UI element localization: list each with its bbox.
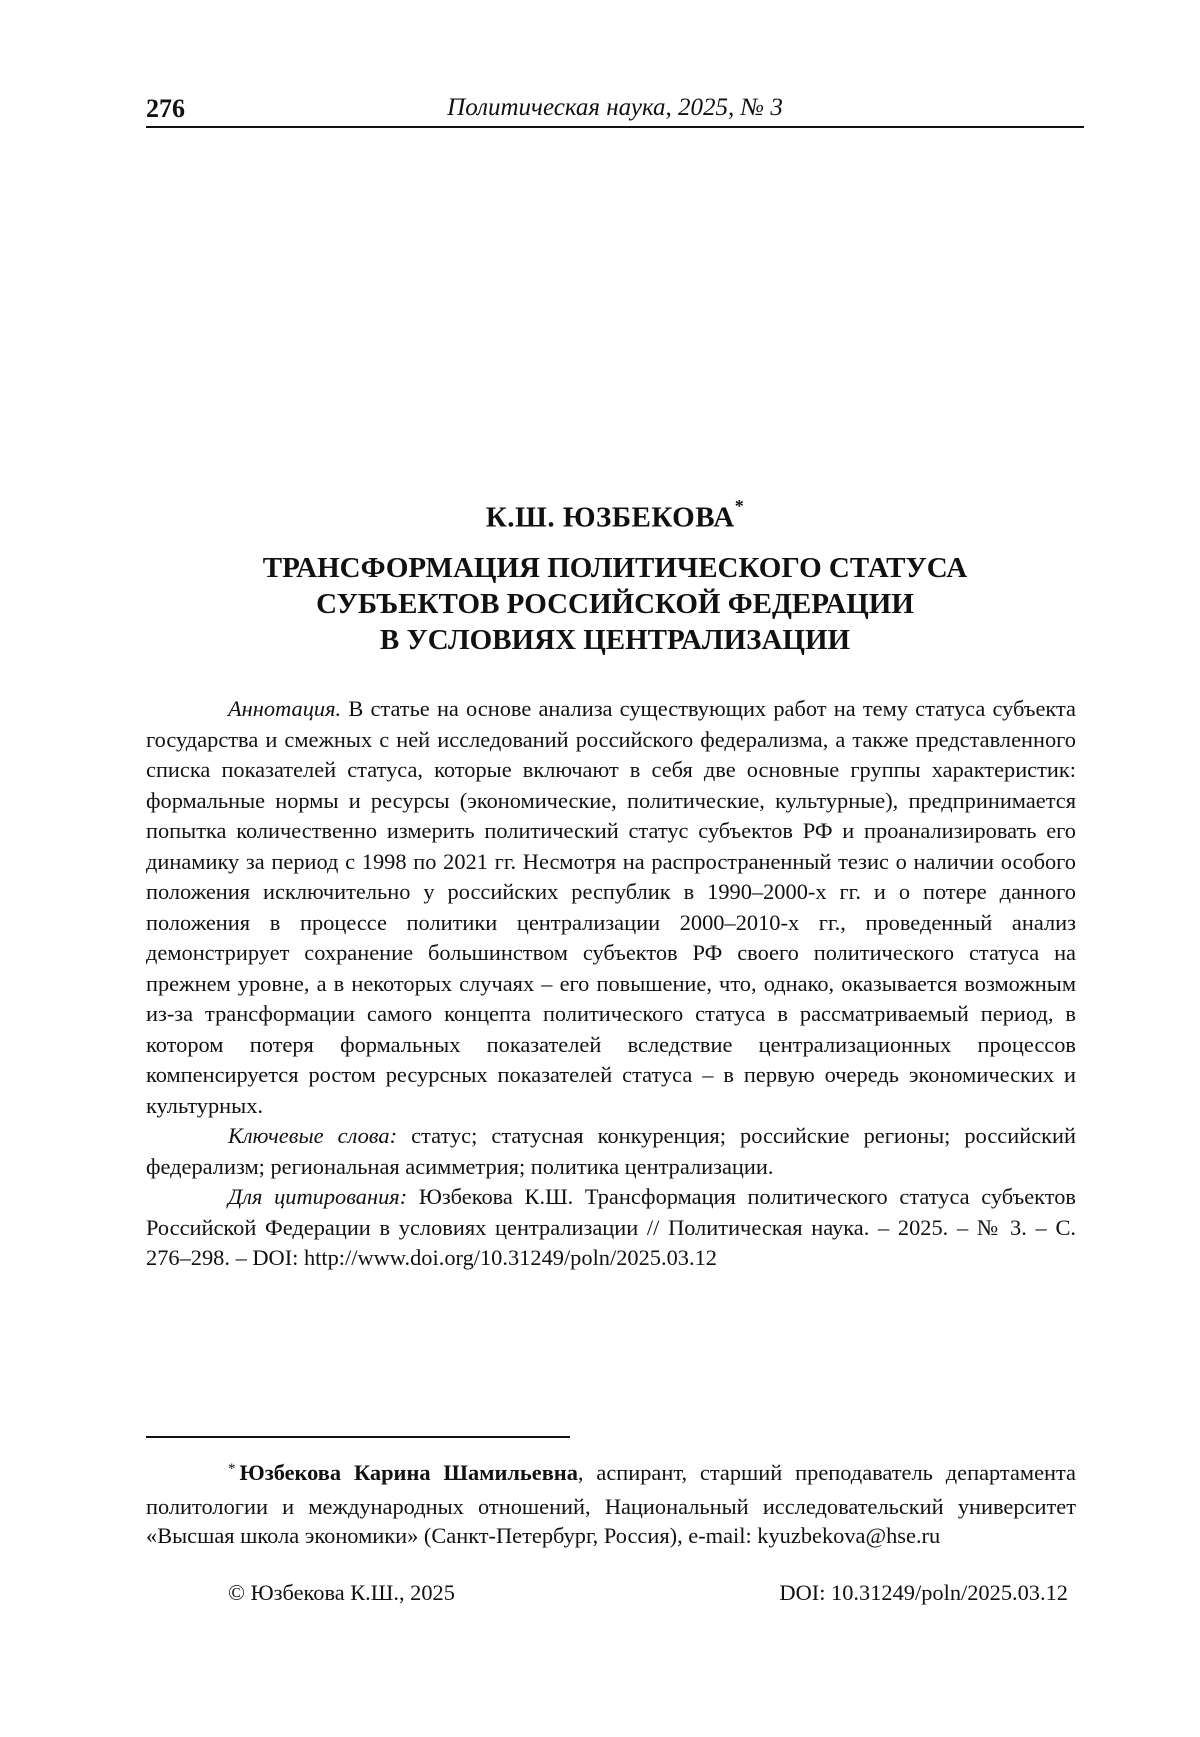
footnote-author-name: Юзбекова Карина Шамильевна bbox=[239, 1460, 578, 1485]
footnote-paragraph bbox=[146, 1458, 1076, 1551]
doi-text: DOI: 10.31249/poln/2025.03.12 bbox=[779, 1580, 1068, 1605]
author-name bbox=[146, 496, 1084, 535]
abstract-block bbox=[146, 694, 1076, 1274]
title-line: СУБЪЕКТОВ РОССИЙСКОЙ ФЕДЕРАЦИИ bbox=[316, 588, 914, 620]
title-line: ТРАНСФОРМАЦИЯ ПОЛИТИЧЕСКОГО СТАТУСА bbox=[262, 552, 968, 584]
footnote-text: , аспирант, старший преподаватель департамента политологии и международных отношений, Национальный исследовательский университет «Высшая школа экономики» (Санкт-Петербург, Россия), e-mail: kyuzbekova@hse.ru bbox=[146, 1460, 1076, 1548]
article-title bbox=[146, 550, 1084, 658]
citation-text: Юзбекова К.Ш. Трансформация политического статуса субъектов Российской Федерации в условиях централизации // Политическая наука. – 2025. – № 3. – С. 276–298. – DOI: http://www.doi.org/10.31249/poln/2025.03.12 bbox=[146, 1184, 1076, 1270]
footnote-mark: * bbox=[228, 1461, 236, 1477]
author-footnote-mark: * bbox=[734, 496, 745, 516]
keywords-text: статус; статусная конкуренция; российские регионы; российский федерализм; региональная асимметрия; политика централизации. bbox=[146, 1123, 1076, 1179]
title-line: В УСЛОВИЯХ ЦЕНТРАЛИЗАЦИИ bbox=[379, 624, 851, 656]
keywords-paragraph bbox=[146, 1121, 1076, 1182]
keywords-label: Ключевые слова: bbox=[228, 1123, 398, 1148]
citation-paragraph bbox=[146, 1182, 1076, 1274]
footnote-divider bbox=[146, 1436, 570, 1438]
abstract-paragraph bbox=[146, 694, 1076, 1121]
page-number: 276 bbox=[146, 94, 185, 123]
abstract-text: В статье на основе анализа существующих работ на тему статуса субъекта государства и смежных с ней исследований российского федерализма, а также представленного списка показателей статуса, которые включают в себя две основные группы характеристик: формальные нормы и ресурсы (экономические, политические, культурные), предпринимается попытка количественно измерить политический статус субъектов РФ и проанализировать его динамику за период с 1998 по 2021 гг. Несмотря на распространенный тезис о наличии особого положения исключительно у российских республик в 1990–2000-х гг. и о потере данного положения в процессе политики централизации 2000–2010-х гг., проведенный анализ демонстрирует сохранение большинством субъектов РФ своего политического статуса на прежнем уровне, а в некоторых случаях – его повышение, что, однако, оказывается возможным из-за трансформации самого концепта политического статуса в рассматриваемый период, в котором потеря формальных показателей вследствие централизационных процессов компенсируется ростом ресурсных показателей статуса – в первую очередь экономических и культурных. bbox=[146, 696, 1076, 1118]
author-footnote bbox=[146, 1458, 1076, 1551]
author-name-text: К.Ш. ЮЗБЕКОВА bbox=[485, 501, 735, 534]
copyright-text: © Юзбекова К.Ш., 2025 bbox=[228, 1580, 455, 1605]
citation-label: Для цитирования: bbox=[228, 1184, 408, 1209]
running-header bbox=[146, 92, 1084, 128]
journal-title: Политическая наука, 2025, № 3 bbox=[447, 94, 783, 121]
abstract-label: Аннотация. bbox=[228, 696, 342, 721]
